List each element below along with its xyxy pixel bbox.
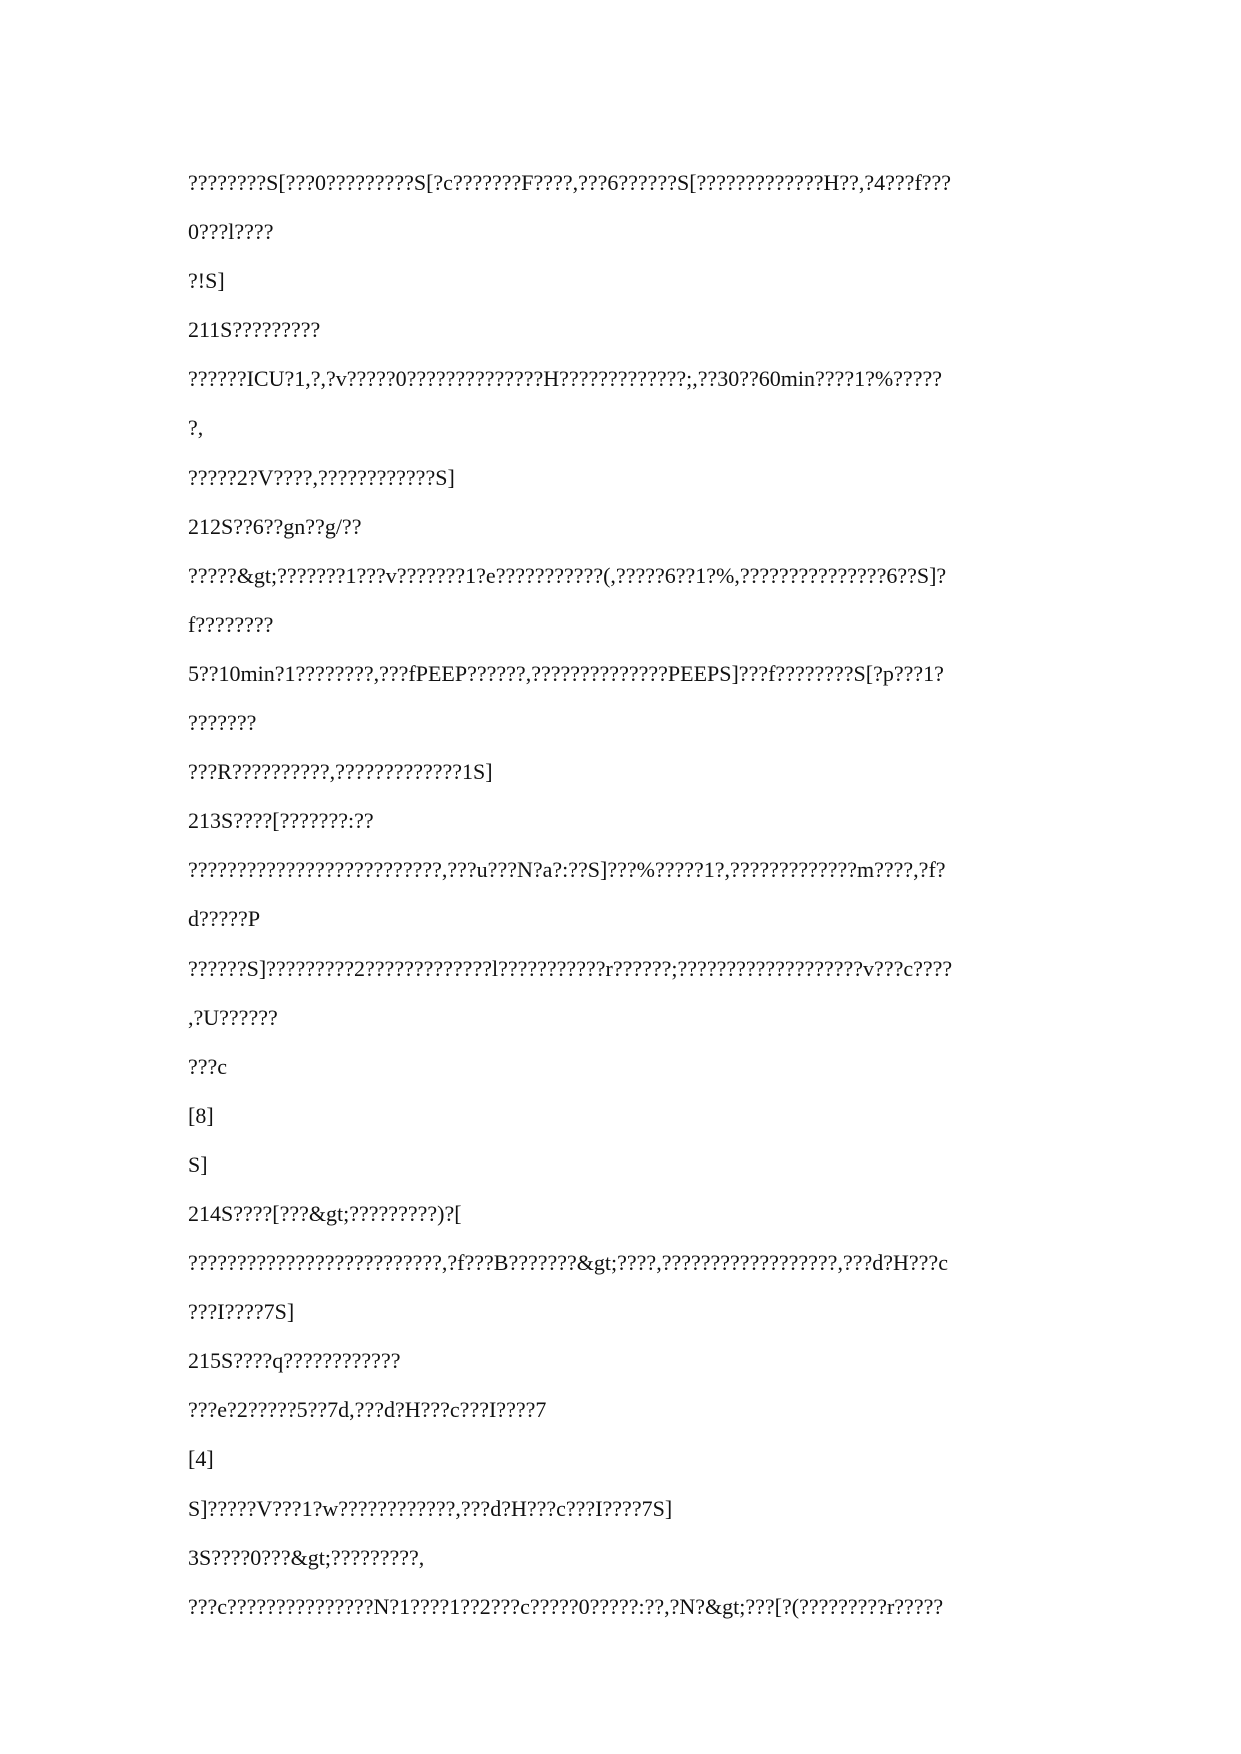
text-line: d?????P xyxy=(188,906,261,932)
section-heading: 3S????0???&gt;?????????, xyxy=(188,1544,425,1570)
text-line: ???e?2?????5??7d,???d?H???c???I????7 xyxy=(188,1397,547,1423)
text-line: S] xyxy=(188,1151,208,1177)
text-line: ????????S[???0?????????S[?c???????F????,???6??????S[?????????????H??,?4???f??? xyxy=(188,170,952,195)
text-line: ??????????????????????????,?f???B???????&gt;????,??????????????????,???d?H???c xyxy=(188,1250,948,1276)
text-line: ,?U?????? xyxy=(188,1004,278,1030)
citation-marker: [8] xyxy=(188,1102,214,1128)
section-heading: 214S????[???&gt;?????????)?[ xyxy=(188,1200,462,1226)
document-body xyxy=(188,158,1068,1631)
text-line: f???????? xyxy=(188,611,274,637)
text-line: ??????? xyxy=(188,710,257,736)
text-line: ??????ICU?1,?,?v?????0??????????????H?????????????;,??30??60min????1?%????? xyxy=(188,366,942,392)
section-heading: 213S????[???????:?? xyxy=(188,808,374,834)
text-line: ???R??????????,?????????????1S] xyxy=(188,759,493,785)
section-heading: 211S????????? xyxy=(188,317,321,343)
text-line: ???c???????????????N?1????1??2???c?????0?????:??,?N?&gt;???[?(?????????r????? xyxy=(188,1593,944,1619)
section-heading: 212S??6??gn??g/?? xyxy=(188,513,362,539)
text-line: ???c xyxy=(188,1053,228,1079)
text-line: ?????2?V????,????????????S] xyxy=(188,464,455,490)
citation-marker: [4] xyxy=(188,1446,214,1472)
text-line: ?, xyxy=(188,415,204,441)
section-heading: 215S????q???????????? xyxy=(188,1348,401,1374)
text-line: ?????&gt;???????1???v???????1?e???????????(,?????6??1?%,???????????????6??S]? xyxy=(188,562,947,588)
text-line: ??????S]?????????2?????????????l???????????r??????;???????????????????v???c???? xyxy=(188,955,953,981)
text-line: S]?????V???1?w????????????,???d?H???c???I????7S] xyxy=(188,1495,673,1521)
text-line: 5??10min?1????????,???fPEEP??????,??????????????PEEPS]???f????????S[?p???1? xyxy=(188,660,944,686)
text-line: 0???l???? xyxy=(188,219,274,245)
text-line: ??????????????????????????,???u???N?a?:??S]???%?????1?,?????????????m????,?f? xyxy=(188,857,946,883)
text-line: ?!S] xyxy=(188,268,225,294)
text-line: ???I????7S] xyxy=(188,1299,295,1325)
